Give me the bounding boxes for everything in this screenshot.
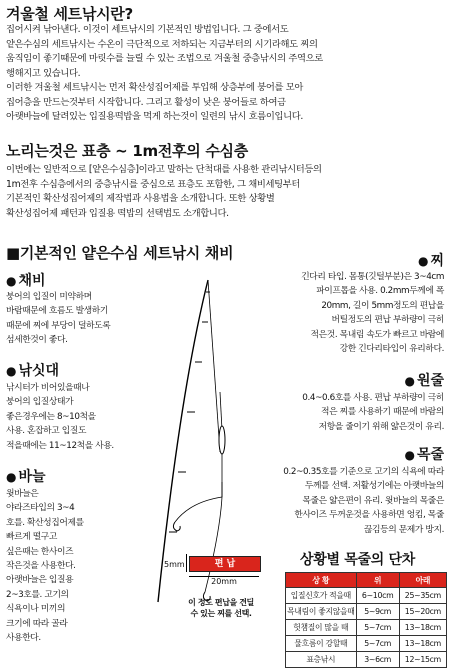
- nakssidae-line: 좋은경우에는 8~10척을: [6, 411, 96, 422]
- table-cell: 5~7cm: [356, 636, 399, 652]
- intro-line: 아랫바늘에 달려있는 입질용떡밥을 먹게 하는것이 일련의 낚시 흐름이입니다.: [6, 111, 304, 122]
- intro-line: 행해지고 있습니다.: [6, 67, 81, 79]
- table-row: [286, 652, 447, 668]
- intro-line: 움직임이 좋기때문에 마릿수를 늘릴 수 있는 조법으로 겨울철 중층낚시의 주역으로: [6, 53, 323, 64]
- table-cell: 13~18cm: [399, 636, 446, 652]
- baneul-line: 아랫바늘은 입질용: [6, 575, 74, 586]
- heading-nakssidae-label: 낚싯대: [18, 363, 60, 379]
- section-depth-line: 1m전후 수심층에서의 중층낚시를 중심으로 표층도 포함한, 그 채비세팅부터: [6, 178, 301, 190]
- mokjul-text: [283, 465, 444, 537]
- table-header-row: [286, 573, 447, 588]
- intro-paragraph: [6, 23, 446, 125]
- baneul-line: 빠르게 떨구고: [6, 532, 57, 543]
- jji-text: [301, 270, 444, 356]
- jji-line: 20mm, 길이 5mm정도의 편납을: [321, 300, 444, 311]
- heading-chaebi-label: 채비: [18, 273, 46, 289]
- intro-line: 얕은수심의 세트낚시는 수온이 극단적으로 저하되는 지금부터의 시기라해도 찌의: [6, 38, 318, 50]
- nakssidae-line: 붕어의 입질상태가: [6, 397, 74, 408]
- intro-line: 이러한 겨울철 세트낚시는 먼저 확산성집어제를 투입해 상층부에 붕어를 모아: [6, 82, 304, 93]
- mokjul-line: 두께를 선택. 저활성기에는 아랫바늘의: [304, 481, 444, 492]
- table-cell: 12~15cm: [399, 652, 446, 668]
- section-heading-rig: ■기본적인 얕은수심 세트낚시 채비: [6, 244, 234, 262]
- table-header-cell: 위: [356, 573, 399, 588]
- baneul-line: 싶은때는 한사이즈: [6, 546, 74, 557]
- float-icon: [219, 392, 225, 482]
- plumb-height-label: 5mm: [164, 560, 185, 569]
- main-line: [208, 280, 220, 452]
- page-title: 겨울철 세트낚시란?: [6, 5, 133, 23]
- nakssidae-line: 낚시터가 비어있을때나: [6, 383, 90, 393]
- wonjul-text: [302, 391, 444, 434]
- table-cell: 헛챔질이 많을 때: [286, 620, 357, 636]
- heading-wonjul: ● 원줄: [404, 373, 444, 389]
- plumb-width-label: 20mm: [211, 577, 237, 586]
- chaebi-line: 바람때문에 흐름도 발생하기: [6, 306, 108, 317]
- nakssidae-text: [6, 381, 114, 453]
- baneul-line: 작은것을 사용한다.: [6, 560, 76, 571]
- table-cell: 25~35cm: [399, 588, 446, 604]
- chaebi-line: 붕어의 입질이 미약하며: [6, 292, 92, 302]
- baneul-line: 2~3호를. 고기의: [6, 589, 69, 600]
- table-cell: 6~10cm: [356, 588, 399, 604]
- nakssidae-line: 적을때에는 11~12척을 사용.: [6, 440, 114, 451]
- jji-line: 긴다리 타입. 몸통(깃털부분)은 3~4cm: [301, 272, 444, 282]
- section-depth-line: 이번에는 일반적으로 [얕은수심층]이라고 말하는 단척대를 사용한 관리낚시터등의: [6, 164, 322, 175]
- hook-icon: [173, 522, 180, 531]
- wonjul-line: 0.4~0.6호를 사용. 편납 부하량이 극히: [302, 393, 444, 403]
- heading-mokjul: ● 목줄: [404, 447, 444, 463]
- baneul-line: 식욕이나 미끼의: [6, 604, 66, 615]
- table-row: [286, 636, 447, 652]
- table-cell: 5~7cm: [356, 620, 399, 636]
- jji-line: 버틸정도의 편납 부하량이 극히: [331, 315, 444, 326]
- plumb-strip: 편 납: [189, 556, 261, 572]
- heading-jji-label: 찌: [430, 253, 444, 269]
- baneul-line: 호를. 확산성집어제를: [6, 517, 84, 528]
- table-cell: 물흐름이 강할때: [286, 636, 357, 652]
- heading-nakssidae: ● 낚싯대: [6, 363, 60, 379]
- intro-line: 집어시켜 낚아낸다. 이것이 세트낚시의 기본적인 방법입니다. 그 중에서도: [6, 24, 289, 35]
- chaebi-text: [6, 290, 110, 348]
- baneul-line: 야라즈타입의 3~4: [6, 503, 75, 514]
- table-cell: 5~9cm: [356, 604, 399, 620]
- table-row: [286, 620, 447, 636]
- table-cell: 표층낚시: [286, 652, 357, 668]
- section-depth-line: 기본적인 확산성집어제의 제작법과 사용법을 소개합니다. 또한 상황별: [6, 193, 275, 204]
- mokjul-line: 0.2~0.35호를 기준으로 고기의 식욕에 따라: [283, 467, 444, 477]
- wonjul-line: 적은 찌를 사용하기 때문에 바람의: [321, 407, 444, 418]
- table-cell: 목내림이 좋지않을때: [286, 604, 357, 620]
- plumb-caption: [166, 597, 276, 619]
- heading-mokjul-label: 목줄: [416, 447, 444, 463]
- heading-wonjul-label: 원줄: [416, 373, 444, 389]
- nakssidae-line: 사용. 혼잡하고 입질도: [6, 426, 87, 437]
- table-cell: 입질신호가 적을때: [286, 588, 357, 604]
- table-cell: 3~6cm: [356, 652, 399, 668]
- section-depth-paragraph: [6, 163, 446, 221]
- table-row: [286, 604, 447, 620]
- heading-baneul-label: 바늘: [18, 469, 46, 485]
- section-depth-line: 확산성집어제 패턴과 입질용 떡밥의 선택법도 소개합니다.: [6, 207, 229, 219]
- heading-baneul: ● 바늘: [6, 469, 46, 485]
- table-title: 상황별 목줄의 단차: [300, 552, 415, 568]
- wonjul-line: 저항을 줄이기 위해 얇은것이 유리.: [318, 421, 444, 432]
- jji-line: 적은것. 목내림 속도가 빠르고 바람에: [310, 329, 444, 340]
- baneul-line: 사용한다.: [6, 632, 41, 643]
- jji-line: 강한 긴다리타입이 유리하다.: [339, 343, 444, 354]
- chaebi-line: 때문에 찌에 부당이 덜하도록: [6, 320, 111, 331]
- section-heading-depth: 노리는것은 표층 ~ 1m전후의 수심층: [6, 142, 248, 160]
- table-header-cell: 상 황: [286, 573, 357, 588]
- intro-line: 집어층을 만드는것부터 시작합니다. 그리고 활성이 낮은 붕어들로 하여금: [6, 96, 286, 108]
- baneul-text: [6, 487, 84, 645]
- baneul-line: 크기에 따라 골라: [6, 618, 68, 629]
- heading-chaebi: ● 채비: [6, 273, 46, 289]
- heading-jji: ● 찌: [417, 253, 444, 269]
- mokjul-line: 한사이즈 두꺼운것을 사용하면 엉킴, 목줄: [294, 510, 444, 521]
- plumb-caption-line: 수 있는 찌를 선택.: [190, 609, 252, 618]
- table-header-cell: 아래: [399, 573, 446, 588]
- chaebi-line: 섬세한것이 좋다.: [6, 335, 68, 346]
- plumb-caption-line: 이 정도 편납을 견딜: [188, 598, 254, 607]
- plumb-height-bar: [186, 554, 187, 572]
- mokjul-line: 목줄은 얇은편이 유리. 윗바늘의 목줄은: [302, 495, 444, 506]
- table-cell: 15~20cm: [399, 604, 446, 620]
- baneul-line: 윗바늘은: [6, 489, 39, 499]
- leader-length-table: [285, 572, 447, 668]
- mokjul-line: 끊김등의 문제가 방지.: [363, 524, 444, 535]
- jji-line: 파이프톱을 사용. 0.2mm두께에 폭: [316, 286, 444, 297]
- table-cell: 13~18cm: [399, 620, 446, 636]
- table-row: [286, 588, 447, 604]
